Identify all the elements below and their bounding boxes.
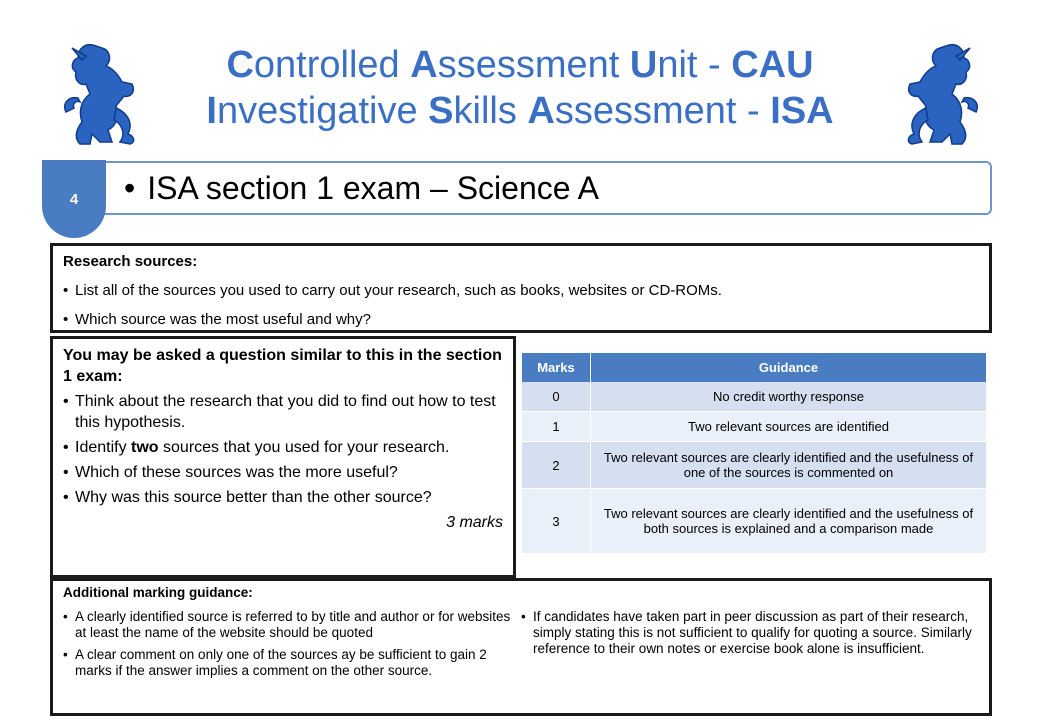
research-heading: Research sources: [63,253,198,270]
guidance-cell: Two relevant sources are clearly identified and the usefulness of one of the sources is commented on [591,442,987,489]
section-header [74,161,992,215]
section-title: ISA section 1 exam – Science A [147,170,600,206]
bullet-icon: • [124,169,136,206]
title-line-1: Controlled Assessment Unit - CAU [226,44,814,86]
table-row [522,489,986,554]
section-number-badge: 4 [42,160,106,238]
mark-cell: 2 [522,442,591,489]
question-heading: You may be asked a question similar to this in the section 1 exam: [63,347,502,385]
additional-right-column [521,607,979,685]
additional-heading: Additional marking guidance: [63,585,253,600]
title-line-2: Investigative Skills Assessment - ISA [206,90,834,132]
page-title [150,42,890,134]
list-item: • Identify two sources that you used for your research. [63,439,450,456]
table-row [522,382,986,412]
guidance-cell: Two relevant sources are identified [591,412,987,442]
lion-rampant-icon [902,38,986,150]
additional-guidance-box [50,578,992,716]
lion-rampant-icon [56,38,140,150]
list-item: • List all of the sources you used to carry out your research, such as books, websites or CD-ROMs. [63,282,722,299]
column-header-guidance: Guidance [591,353,987,382]
list-item: • If candidates have taken part in peer discussion as part of their research, simply stating this is not sufficient to qualify for quoting a source. Similarly reference to their own notes or exercise book alone is insufficient. [521,609,972,656]
marks-label: 3 marks [446,514,503,531]
exam-question-box [50,336,516,578]
table-row [522,442,986,489]
additional-left-column [63,607,521,685]
mark-cell: 0 [522,382,591,412]
list-item: • Think about the research that you did to find out how to test this hypothesis. [63,393,496,431]
list-item: • A clearly identified source is referred to by title and author or for websites at least the name of the website should be quoted [63,609,511,640]
guidance-cell: No credit worthy response [591,382,987,412]
column-header-marks: Marks [522,353,591,382]
list-item: • A clear comment on only one of the sources ay be sufficient to gain 2 marks if the answer implies a comment on the other source. [63,647,487,678]
mark-cell: 3 [522,489,591,554]
list-item: • Which source was the most useful and why? [63,311,371,328]
marks-guidance-table [522,353,986,554]
list-item: • Why was this source better than the other source? [63,489,432,506]
research-sources-box [50,243,992,333]
guidance-cell: Two relevant sources are clearly identified and the usefulness of both sources is explained and a comparison made [591,489,987,554]
list-item: • Which of these sources was the more useful? [63,464,398,481]
table-row [522,412,986,442]
mark-cell: 1 [522,412,591,442]
table-header-row [522,353,986,382]
